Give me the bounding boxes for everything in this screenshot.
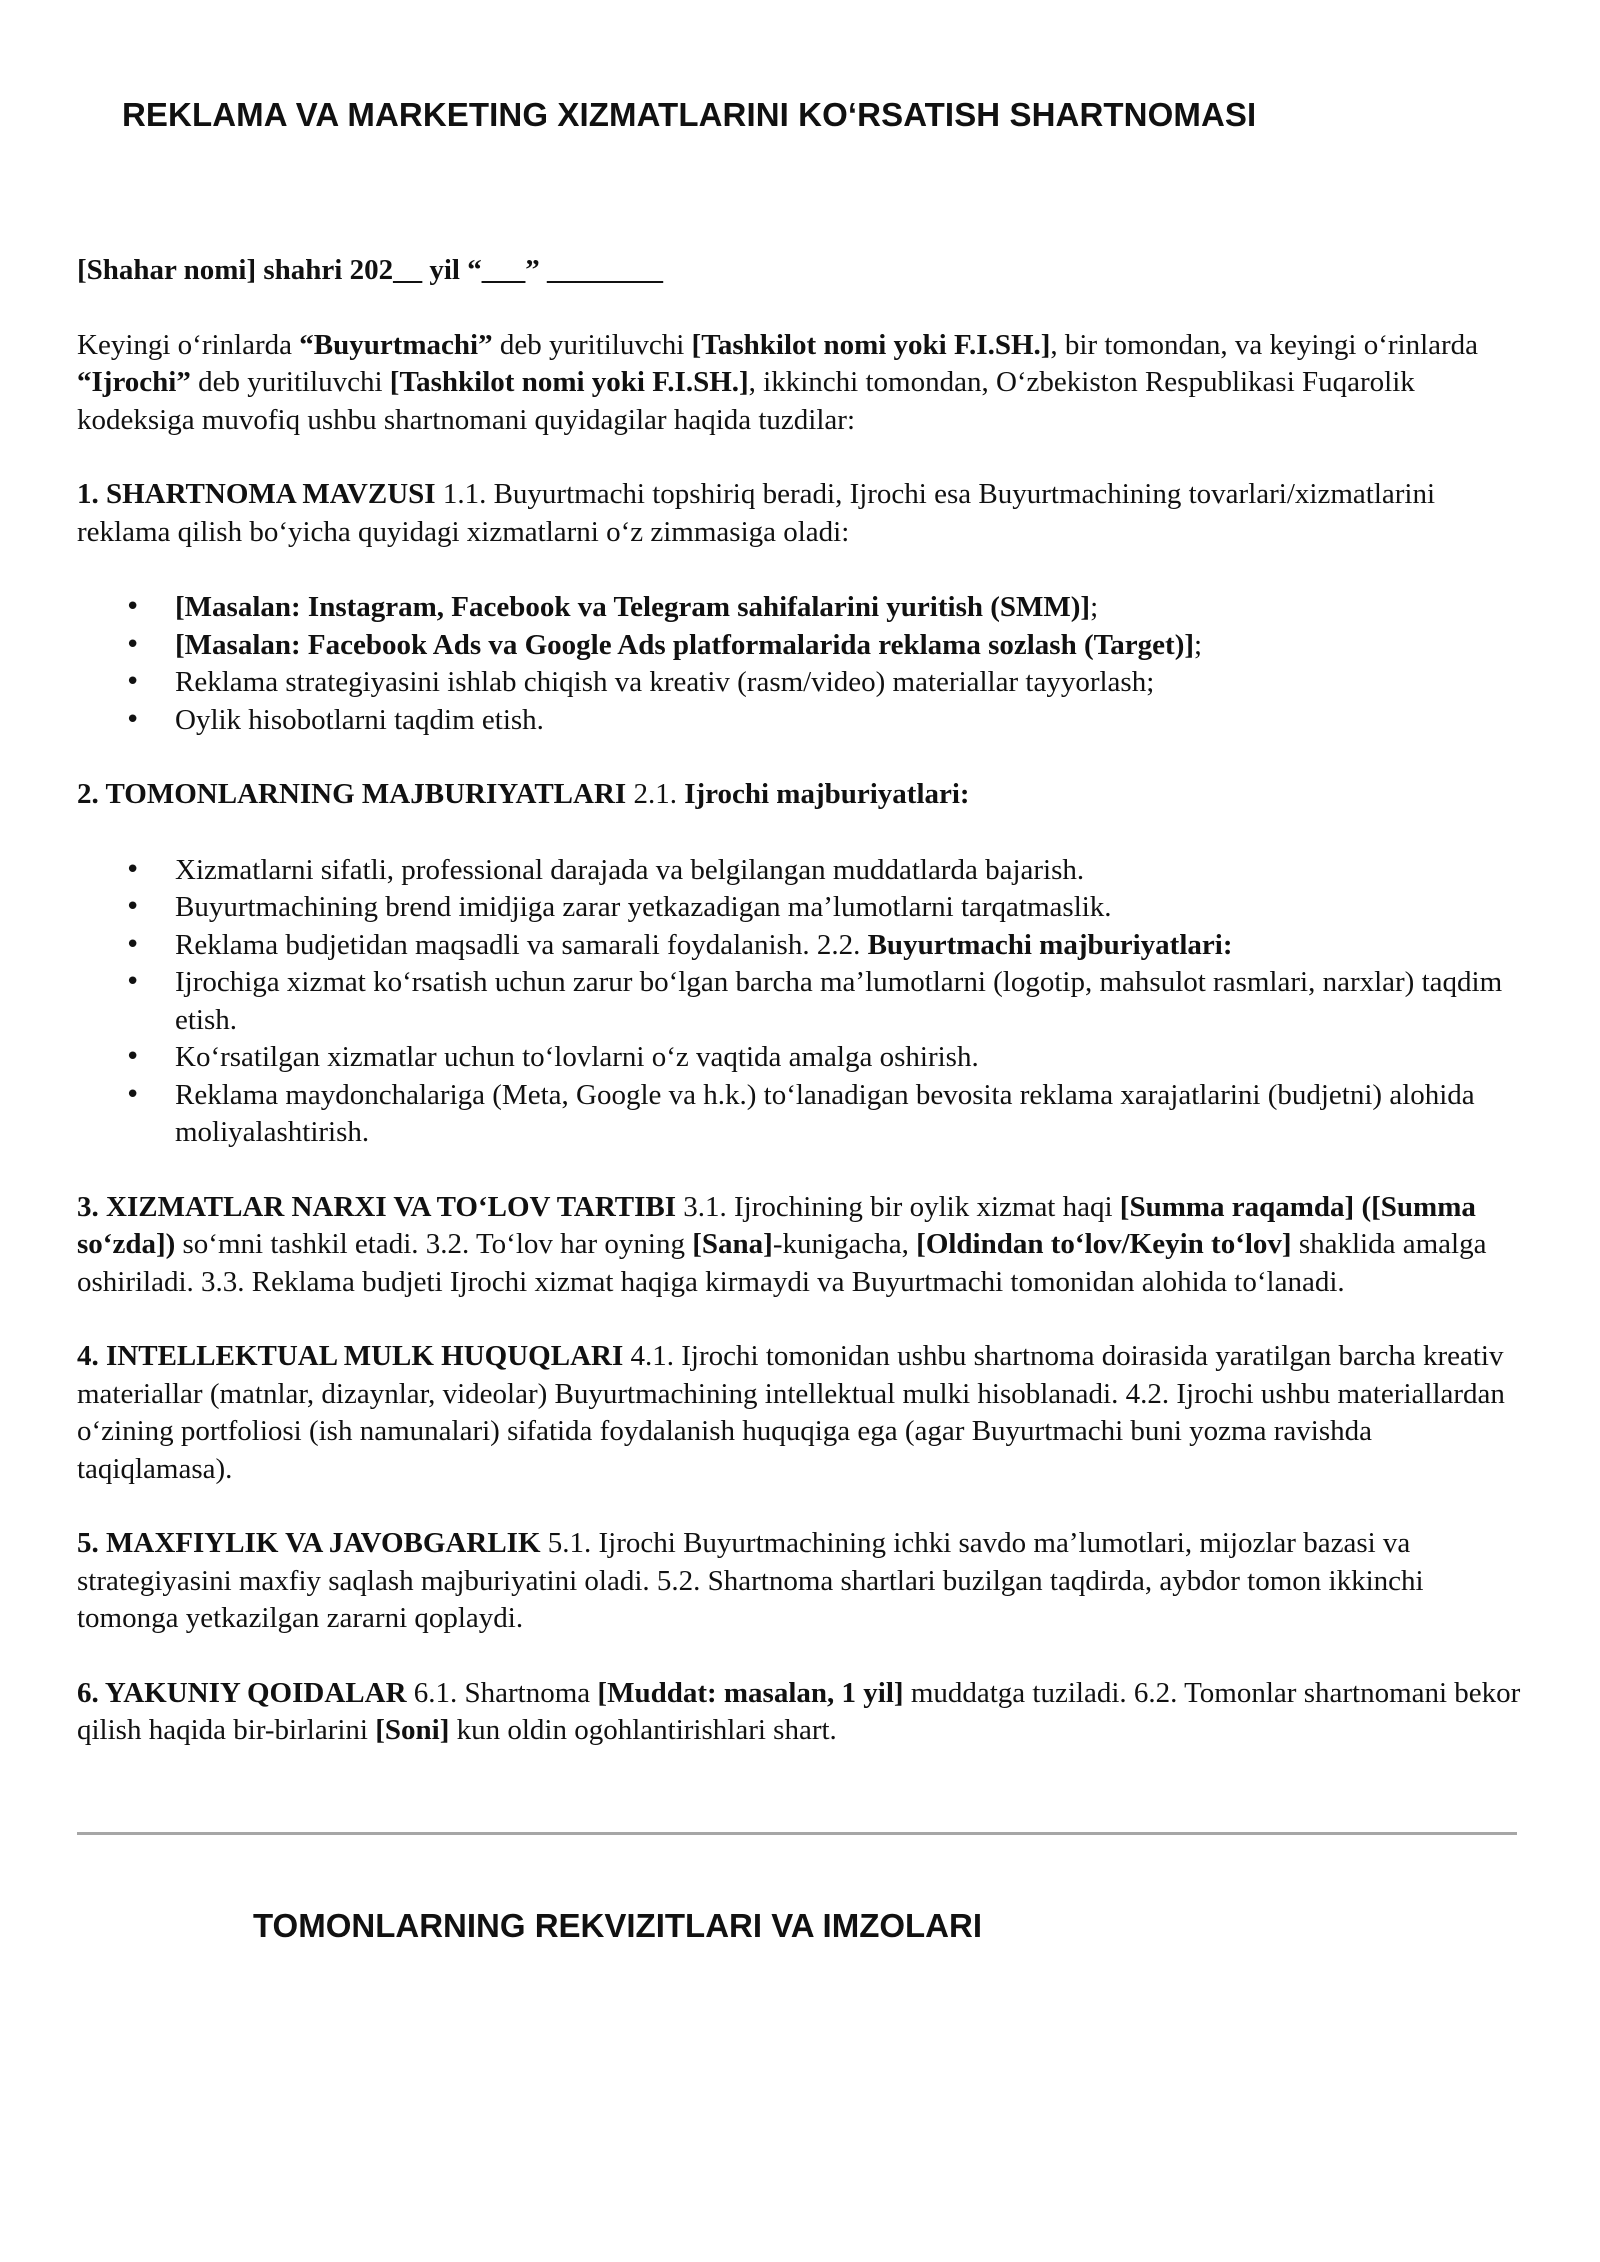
list-item: [77, 702, 1527, 740]
subsection-heading: Buyurtmachi majburiyatlari:: [867, 928, 1233, 961]
preamble-text: Keyingi o‘rinlarda: [77, 328, 300, 361]
bullet-icon: •: [125, 629, 141, 660]
item-text: Oylik hisobotlarni taqdim etish.: [175, 703, 544, 736]
list-item: [77, 1039, 1527, 1077]
horizontal-divider: [77, 1832, 1517, 1835]
item-text: Xizmatlarni sifatli, professional darajada va belgilangan muddatlarda bajarish.: [175, 853, 1085, 886]
section-text: shaklida amalga oshiriladi. 3.3. Reklama budjeti Ijrochi xizmat haqiga kirmaydi va Buyurtmachi tomonidan alohida to‘lanadi.: [77, 1228, 1487, 1298]
date-line: [77, 252, 1527, 290]
section-text: muddatga tuziladi. 6.2. Tomonlar shartnomani bekor qilish haqida bir-birlarini: [77, 1676, 1521, 1746]
document-body: [77, 252, 1527, 1750]
document-title: REKLAMA VA MARKETING XIZMATLARINI KO‘RSATISH SHARTNOMASI: [122, 96, 1257, 133]
bullet-icon: •: [125, 592, 141, 622]
item-bold: [Masalan: Facebook Ads va Google Ads platformalarida reklama sozlash (Target)]: [175, 628, 1195, 661]
customer-term: “Buyurtmachi”: [299, 328, 493, 361]
bullet-icon: •: [125, 854, 141, 885]
section-text: 3.1. Ijrochining bir oylik xizmat haqi: [676, 1190, 1120, 1223]
item-text: ;: [1194, 628, 1203, 661]
preamble-text: , ikkinchi tomondan, O‘zbekiston Respublikasi Fuqarolik kodeksiga muvofiq ushbu shartnomani quyidagilar haqida tuzdilar:: [77, 366, 1415, 436]
section-2: [77, 776, 1527, 814]
bullet-icon: •: [125, 892, 141, 922]
preamble-text: deb yuritiluvchi: [492, 328, 692, 361]
section-heading: 6. YAKUNIY QOIDALAR: [77, 1676, 407, 1709]
section-text: -kunigacha,: [772, 1228, 917, 1260]
contractor-term: “Ijrochi”: [77, 366, 191, 398]
section-text: 2.1.: [626, 778, 685, 810]
section-heading: 4. INTELLEKTUAL MULK HUQUQLARI: [77, 1340, 624, 1372]
bullet-icon: •: [125, 967, 141, 997]
service-list: [77, 589, 1527, 739]
list-item: [77, 852, 1527, 890]
item-text: Reklama maydonchalariga (Meta, Google va h.k.) to‘lanadigan bevosita reklama xarajatlarini (budjetni) alohida moliyalashtirish.: [175, 1078, 1475, 1148]
section-heading: 5. MAXFIYLIK VA JAVOBGARLIK: [77, 1527, 541, 1559]
list-item: [77, 927, 1527, 965]
section-4: [77, 1338, 1527, 1488]
section-heading: 3. XIZMATLAR NARXI VA TO‘LOV TARTIBI: [77, 1190, 677, 1223]
section-text: 1.1. Buyurtmachi topshiriq beradi, Ijrochi esa Buyurtmachining tovarlari/xizmatlarini reklama qilish bo‘yicha quyidagi xizmatlarni o‘z zimmasiga oladi:: [77, 478, 1436, 548]
section-text: kun oldin ogohlantirishlari shart.: [449, 1714, 837, 1746]
section-5: [77, 1525, 1527, 1638]
date-line-text: [Shahar nomi] shahri 202__ yil “___” ________: [77, 254, 663, 286]
item-text: Ko‘rsatilgan xizmatlar uchun to‘lovlarni o‘z vaqtida amalga oshirish.: [175, 1041, 979, 1073]
section-text: 6.1. Shartnoma: [406, 1676, 598, 1709]
customer-name-placeholder: [Tashkilot nomi yoki F.I.SH.]: [691, 328, 1051, 361]
bullet-icon: •: [125, 704, 141, 735]
item-text: Ijrochiga xizmat ko‘rsatish uchun zarur bo‘lgan barcha ma’lumotlarni (logotip, mahsulot rasmlari, narxlar) taqdim etish.: [175, 966, 1503, 1036]
preamble: [77, 327, 1527, 440]
section-text: so‘mni tashkil etadi. 3.2. To‘lov har oyning: [175, 1228, 693, 1260]
bullet-icon: •: [125, 929, 141, 960]
item-text: Buyurtmachining brend imidjiga zarar yetkazadigan ma’lumotlarni tarqatmaslik.: [175, 891, 1112, 923]
preamble-text: deb yuritiluvchi: [190, 366, 390, 398]
section-1: [77, 476, 1527, 551]
section-3: [77, 1189, 1527, 1302]
section-text: 4.1. Ijrochi tomonidan ushbu shartnoma doirasida yaratilgan barcha kreativ materiallar (matnlar, dizaynlar, videolar) Buyurtmachining intellektual mulki hisoblanadi. 4.2. Ijrochi ushbu materiallardan o‘zining portfoliosi (ish namunalari) sifatida foydalanish huquqiga ega (agar Buyurtmachi buni yozma ravishda taqiqlamasa).: [77, 1340, 1505, 1485]
item-text: ;: [1090, 591, 1099, 623]
list-item: [77, 589, 1527, 627]
section-heading: 1. SHARTNOMA MAVZUSI: [77, 478, 436, 510]
section-heading: 2. TOMONLARNING MAJBURIYATLARI: [77, 778, 627, 810]
item-text: Reklama strategiyasini ishlab chiqish va kreativ (rasm/video) materiallar tayyorlash;: [175, 666, 1155, 698]
amount-placeholder: [Summa raqamda] ([Summa so‘zda]): [77, 1190, 1476, 1260]
term-placeholder: [Muddat: masalan, 1 yil]: [597, 1676, 904, 1709]
section-text: 5.1. Ijrochi Buyurtmachining ichki savdo ma’lumotlari, mijozlar bazasi va strategiyasini maxfiy saqlash majburiyatini oladi. 5.2. Shartnoma shartlari buzilgan taqdirda, aybdor tomon ikkinchi tomonga yetkazilgan zararni qoplaydi.: [77, 1527, 1424, 1634]
bullet-icon: •: [125, 667, 141, 697]
days-placeholder: [Soni]: [375, 1714, 450, 1746]
payment-type-placeholder: [Oldindan to‘lov/Keyin to‘lov]: [916, 1228, 1292, 1260]
bullet-icon: •: [125, 1042, 141, 1072]
contractor-name-placeholder: [Tashkilot nomi yoki F.I.SH.]: [389, 366, 749, 398]
item-text: Reklama budjetidan maqsadli va samarali foydalanish. 2.2.: [175, 928, 868, 961]
item-bold: [Masalan: Instagram, Facebook va Telegram sahifalarini yuritish (SMM)]: [175, 591, 1091, 623]
list-item: [77, 627, 1527, 665]
list-item: [77, 889, 1527, 927]
list-item: [77, 964, 1527, 1039]
bullet-icon: •: [125, 1079, 141, 1110]
section-6: [77, 1675, 1527, 1750]
date-placeholder: [Sana]: [692, 1228, 773, 1260]
obligations-list: [77, 852, 1527, 1152]
list-item: [77, 1077, 1527, 1152]
requisites-title: TOMONLARNING REKVIZITLARI VA IMZOLARI: [253, 1907, 983, 1944]
list-item: [77, 664, 1527, 702]
preamble-text: , bir tomondan, va keyingi o‘rinlarda: [1050, 328, 1479, 361]
subsection-heading: Ijrochi majburiyatlari:: [684, 778, 970, 810]
